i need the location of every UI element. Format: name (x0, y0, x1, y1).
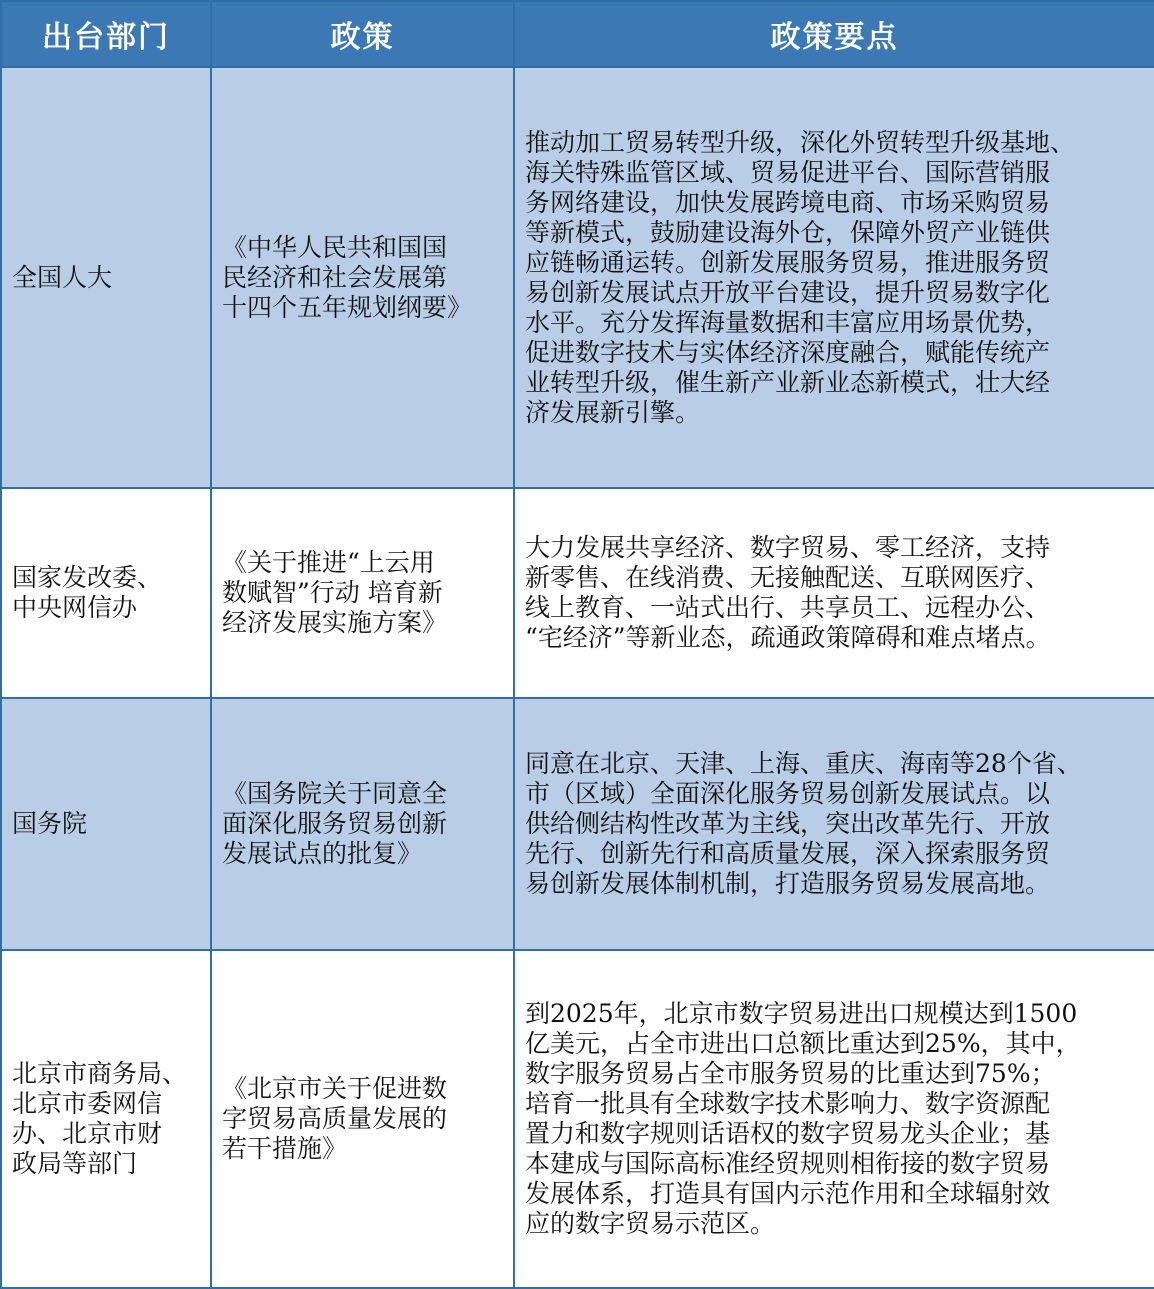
department-text: 北京市商务局、 北京市委网信 办、北京市财 政局等部门 (12, 1059, 188, 1178)
policy-points-text: 同意在北京、天津、上海、重庆、海南等28个省、 市（区域）全面深化服务贸易创新发展试点。以 供给侧结构性改革为主线，突出改革先行、开放 先行、创新先行和高质量发展，深入探索服务贸 易创新发展体制机制，打造服务贸易发展高地。 (525, 749, 1082, 898)
department-text: 全国人大 (12, 262, 113, 292)
table-row (1, 950, 1154, 1288)
policy-text: 《关于推进“上云用 数赋智”行动 培育新 经济发展实施方案》 (222, 548, 448, 637)
policy-text: 《中华人民共和国国 民经济和社会发展第 十四个五年规划纲要》 (222, 232, 473, 322)
policy-cell (211, 698, 514, 950)
policy-points-text: 到2025年，北京市数字贸易进出口规模达到1500 亿美元，占全市进出口总额比重达到25%，其中， 数字服务贸易占全市服务贸易的比重达到75%； 培育一批具有全球数字技术影响力、数字资源配 置力和数字规则话语权的数字贸易龙头企业；基 本建成与国际高标准经贸规则相衔接的数字贸易 发展体系，打造具有国内示范作用和全球辐射效 应的数字贸易示范区。 (525, 999, 1081, 1238)
policy-cell (211, 488, 514, 698)
department-text: 国家发改委、 中央网信办 (12, 563, 163, 622)
table-row (1, 67, 1154, 488)
department-cell (1, 950, 211, 1288)
department-cell (1, 698, 211, 950)
policy-text: 《国务院关于同意全 面深化服务贸易创新 发展试点的批复》 (222, 779, 448, 868)
table-header-row (1, 1, 1154, 67)
policy-points-cell (514, 67, 1154, 488)
department-cell (1, 67, 211, 488)
table-row (1, 488, 1154, 698)
header-policy: 政策 (211, 1, 514, 67)
header-policy-points: 政策要点 (514, 1, 1154, 67)
policy-points-text: 推动加工贸易转型升级，深化外贸转型升级基地、 海关特殊监管区域、贸易促进平台、国际营销服 务网络建设，加快发展跨境电商、市场采购贸易 等新模式，鼓励建设海外仓，保障外贸产业链供 应链畅通运转。创新发展服务贸易，推进服务贸 易创新发展试点开放平台建设，提升贸易数字化 水平。充分发挥海量数据和丰富应用场景优势， 促进数字技术与实体经济深度融合，赋能传统产 业转型升级，催生新产业新业态新模式，壮大经 济发展新引擎。 (525, 127, 1076, 427)
policy-cell (211, 950, 514, 1288)
department-cell (1, 488, 211, 698)
policy-points-cell (514, 698, 1154, 950)
header-department: 出台部门 (1, 1, 211, 67)
policy-points-text: 大力发展共享经济、数字贸易、零工经济，支持 新零售、在线消费、无接触配送、互联网医疗、 线上教育、一站式出行、共享员工、远程办公、 “宅经济”等新业态，疏通政策障碍和难点堵点。 (525, 533, 1051, 652)
policy-cell (211, 67, 514, 488)
policy-points-cell (514, 488, 1154, 698)
department-text: 国务院 (12, 809, 88, 838)
table-row (1, 698, 1154, 950)
policy-text: 《北京市关于促进数 字贸易高质量发展的 若干措施》 (222, 1074, 448, 1163)
policy-points-cell (514, 950, 1154, 1288)
